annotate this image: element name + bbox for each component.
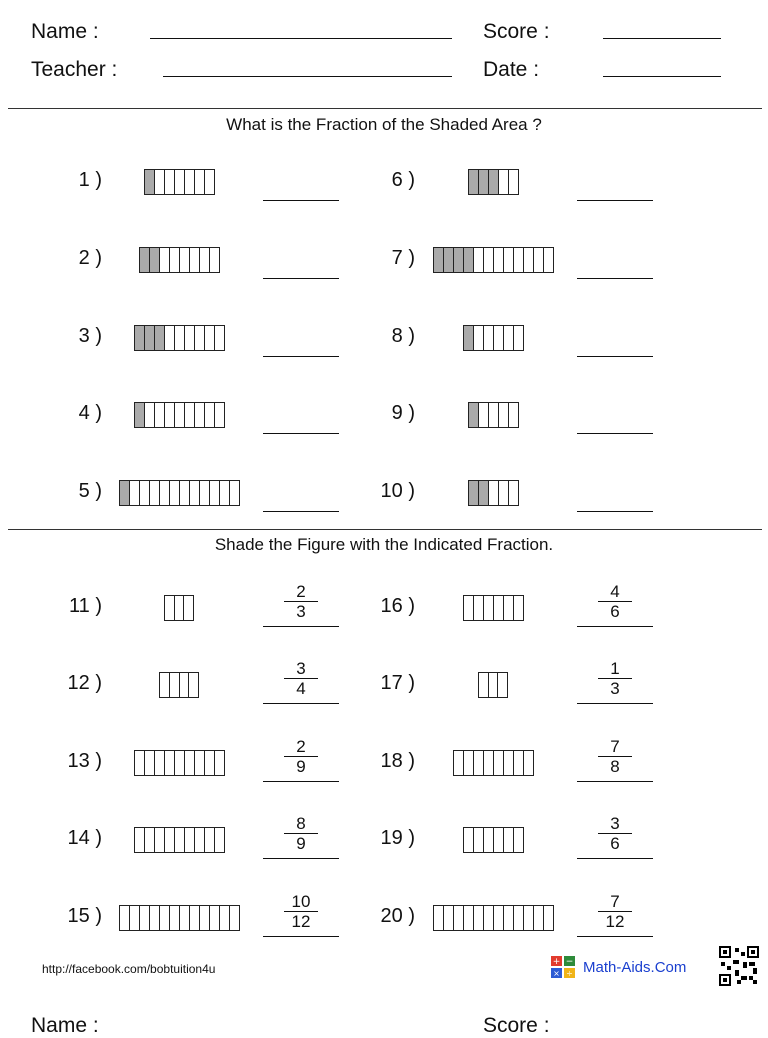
problem-number: 5 ) (78, 480, 102, 502)
fraction-cell[interactable] (474, 828, 484, 852)
fraction-denominator: 6 (610, 834, 620, 853)
problem-number: 7 ) (391, 247, 415, 269)
fraction-cell[interactable] (175, 326, 185, 350)
fraction-cell[interactable] (160, 481, 170, 505)
fraction-bar[interactable] (463, 325, 524, 351)
fraction-cell[interactable] (195, 828, 205, 852)
problem-number: 14 ) (67, 827, 102, 849)
fraction-bar[interactable] (134, 827, 225, 853)
fraction-cell[interactable] (504, 248, 514, 272)
fraction-cell[interactable] (185, 751, 195, 775)
shaded-cell[interactable] (464, 326, 474, 350)
answer-line (263, 858, 339, 859)
fraction-cell[interactable] (200, 248, 210, 272)
answer-blank[interactable] (263, 278, 339, 279)
fraction-cell[interactable] (130, 906, 140, 930)
problem-number: 20 ) (380, 905, 415, 927)
fraction-bar[interactable] (468, 402, 519, 428)
fraction-denominator: 12 (291, 912, 311, 931)
fraction-numerator: 8 (284, 814, 318, 834)
fraction-bar[interactable] (119, 480, 240, 506)
given-fraction (284, 737, 318, 776)
fraction-cell[interactable] (200, 481, 210, 505)
given-fraction (598, 659, 632, 698)
problem-number: 9 ) (391, 402, 415, 424)
fraction-cell[interactable] (454, 751, 464, 775)
fraction-cell[interactable] (494, 828, 504, 852)
fraction-denominator: 12 (605, 912, 625, 931)
fraction-cell[interactable] (165, 751, 175, 775)
given-fraction (598, 582, 632, 621)
svg-text:÷: ÷ (566, 969, 573, 978)
teacher-label: Teacher : (31, 58, 118, 81)
fraction-numerator: 2 (284, 582, 318, 602)
fraction-bar[interactable] (468, 480, 519, 506)
fraction-cell[interactable] (130, 481, 140, 505)
fraction-cell[interactable] (504, 906, 514, 930)
fraction-cell[interactable] (160, 248, 170, 272)
fraction-cell[interactable] (180, 481, 190, 505)
fraction-cell[interactable] (504, 751, 514, 775)
fraction-cell[interactable] (185, 326, 195, 350)
fraction-cell[interactable] (479, 673, 489, 697)
fraction-cell[interactable] (165, 596, 175, 620)
fraction-cell[interactable] (484, 751, 494, 775)
fraction-cell[interactable] (189, 673, 198, 697)
fraction-cell[interactable] (165, 326, 175, 350)
fraction-cell[interactable] (180, 248, 190, 272)
problem-number: 11 ) (69, 595, 102, 617)
fraction-cell[interactable] (230, 906, 239, 930)
fraction-cell[interactable] (489, 403, 499, 427)
section2-title: Shade the Figure with the Indicated Fraction. (214, 535, 554, 554)
problem-number: 3 ) (78, 325, 102, 347)
fraction-cell[interactable] (474, 751, 484, 775)
fraction-cell[interactable] (484, 906, 494, 930)
problem-number: 1 ) (78, 169, 102, 191)
fraction-cell[interactable] (175, 170, 185, 194)
fraction-cell[interactable] (135, 828, 145, 852)
fraction-bar[interactable] (433, 247, 554, 273)
fraction-cell[interactable] (160, 906, 170, 930)
footer-url[interactable]: http://facebook.com/bobtuition4u (42, 962, 216, 976)
fraction-cell[interactable] (170, 673, 180, 697)
shaded-cell[interactable] (120, 481, 130, 505)
fraction-cell[interactable] (464, 596, 474, 620)
fraction-cell[interactable] (210, 248, 219, 272)
fraction-numerator: 3 (284, 659, 318, 679)
given-fraction (284, 892, 318, 931)
fraction-cell[interactable] (175, 828, 185, 852)
shaded-cell[interactable] (479, 481, 489, 505)
fraction-bar[interactable] (433, 905, 554, 931)
fraction-bar[interactable] (134, 750, 225, 776)
fraction-cell[interactable] (210, 906, 220, 930)
fraction-cell[interactable] (145, 828, 155, 852)
fraction-cell[interactable] (509, 403, 518, 427)
fraction-numerator: 10 (284, 892, 318, 912)
fraction-cell[interactable] (195, 170, 205, 194)
answer-blank[interactable] (577, 200, 653, 201)
svg-text:−: − (565, 957, 574, 967)
answer-blank[interactable] (263, 433, 339, 434)
svg-text:×: × (553, 969, 560, 978)
fraction-cell[interactable] (185, 170, 195, 194)
given-fraction (284, 582, 318, 621)
shaded-cell[interactable] (145, 326, 155, 350)
fraction-cell[interactable] (524, 248, 534, 272)
given-fraction (284, 814, 318, 853)
fraction-cell[interactable] (155, 170, 165, 194)
fraction-cell[interactable] (514, 828, 523, 852)
answer-line (577, 703, 653, 704)
fraction-cell[interactable] (544, 906, 553, 930)
fraction-cell[interactable] (464, 751, 474, 775)
fraction-denominator: 3 (296, 602, 306, 621)
fraction-cell[interactable] (494, 326, 504, 350)
fraction-cell[interactable] (195, 326, 205, 350)
brand-link[interactable]: Math-Aids.Com (583, 959, 687, 976)
problem-number: 16 ) (380, 595, 415, 617)
fraction-cell[interactable] (514, 596, 523, 620)
fraction-cell[interactable] (534, 248, 544, 272)
fraction-cell[interactable] (215, 403, 224, 427)
given-fraction (284, 659, 318, 698)
fraction-cell[interactable] (484, 326, 494, 350)
fraction-bar[interactable] (478, 672, 508, 698)
fraction-cell[interactable] (160, 673, 170, 697)
fraction-cell[interactable] (184, 596, 193, 620)
fraction-cell[interactable] (514, 751, 524, 775)
problem-number: 19 ) (380, 827, 415, 849)
shaded-cell[interactable] (434, 248, 444, 272)
answer-blank[interactable] (577, 278, 653, 279)
problem-number: 8 ) (391, 325, 415, 347)
fraction-cell[interactable] (155, 403, 165, 427)
shaded-cell[interactable] (479, 170, 489, 194)
fraction-cell[interactable] (205, 403, 215, 427)
fraction-cell[interactable] (544, 248, 553, 272)
fraction-cell[interactable] (474, 248, 484, 272)
answer-blank[interactable] (577, 511, 653, 512)
shaded-cell[interactable] (444, 248, 454, 272)
fraction-cell[interactable] (215, 828, 224, 852)
fraction-cell[interactable] (145, 751, 155, 775)
fraction-denominator: 9 (296, 834, 306, 853)
fraction-cell[interactable] (195, 751, 205, 775)
fraction-cell[interactable] (484, 596, 494, 620)
shaded-cell[interactable] (469, 403, 479, 427)
fraction-numerator: 7 (598, 892, 632, 912)
fraction-cell[interactable] (494, 248, 504, 272)
problem-number: 18 ) (380, 750, 415, 772)
fraction-cell[interactable] (220, 906, 230, 930)
fraction-cell[interactable] (215, 326, 224, 350)
problem-number: 10 ) (380, 480, 415, 502)
fraction-bar[interactable] (463, 595, 524, 621)
answer-line (577, 626, 653, 627)
problem-number: 6 ) (391, 169, 415, 191)
fraction-cell[interactable] (135, 751, 145, 775)
fraction-cell[interactable] (215, 751, 224, 775)
math-aids-logo-icon (551, 956, 575, 978)
fraction-cell[interactable] (165, 170, 175, 194)
shaded-cell[interactable] (135, 403, 145, 427)
fraction-cell[interactable] (190, 481, 200, 505)
date-label: Date : (483, 58, 540, 81)
given-fraction (598, 737, 632, 776)
answer-blank[interactable] (577, 356, 653, 357)
fraction-cell[interactable] (504, 828, 514, 852)
fraction-cell[interactable] (205, 751, 215, 775)
fraction-bar[interactable] (139, 247, 220, 273)
shaded-cell[interactable] (150, 248, 160, 272)
fraction-numerator: 3 (598, 814, 632, 834)
fraction-cell[interactable] (180, 673, 190, 697)
fraction-cell[interactable] (210, 481, 220, 505)
fraction-bar[interactable] (134, 402, 225, 428)
fraction-bar[interactable] (164, 595, 194, 621)
answer-line (263, 626, 339, 627)
fraction-denominator: 6 (610, 602, 620, 621)
fraction-cell[interactable] (434, 906, 444, 930)
fraction-cell[interactable] (145, 403, 155, 427)
problem-number: 13 ) (67, 750, 102, 772)
fraction-cell[interactable] (180, 906, 190, 930)
date-line[interactable] (603, 76, 721, 77)
fraction-cell[interactable] (524, 751, 533, 775)
fraction-cell[interactable] (454, 906, 464, 930)
shaded-cell[interactable] (469, 481, 479, 505)
fraction-cell[interactable] (170, 481, 180, 505)
fraction-cell[interactable] (120, 906, 130, 930)
fraction-cell[interactable] (489, 481, 499, 505)
fraction-numerator: 2 (284, 737, 318, 757)
fraction-bar[interactable] (453, 750, 534, 776)
score-line[interactable] (603, 38, 721, 39)
fraction-bar[interactable] (463, 827, 524, 853)
answer-blank[interactable] (577, 433, 653, 434)
fraction-cell[interactable] (155, 751, 165, 775)
section-divider (8, 108, 762, 109)
fraction-bar[interactable] (144, 169, 215, 195)
fraction-cell[interactable] (494, 596, 504, 620)
fraction-denominator: 9 (296, 757, 306, 776)
fraction-cell[interactable] (200, 906, 210, 930)
fraction-cell[interactable] (175, 751, 185, 775)
name-label: Name : (31, 20, 99, 43)
answer-line (577, 781, 653, 782)
shaded-cell[interactable] (135, 326, 145, 350)
problem-number: 2 ) (78, 247, 102, 269)
fraction-denominator: 8 (610, 757, 620, 776)
answer-blank[interactable] (263, 511, 339, 512)
teacher-line[interactable] (163, 76, 452, 77)
svg-text:+: + (552, 957, 561, 967)
fraction-cell[interactable] (509, 481, 518, 505)
fraction-cell[interactable] (514, 248, 524, 272)
fraction-cell[interactable] (220, 481, 230, 505)
fraction-cell[interactable] (444, 906, 454, 930)
fraction-numerator: 7 (598, 737, 632, 757)
answer-blank[interactable] (263, 200, 339, 201)
fraction-cell[interactable] (494, 751, 504, 775)
given-fraction (598, 814, 632, 853)
fraction-denominator: 3 (610, 679, 620, 698)
fraction-cell[interactable] (484, 248, 494, 272)
problem-number: 15 ) (67, 905, 102, 927)
fraction-cell[interactable] (175, 596, 185, 620)
given-fraction (598, 892, 632, 931)
fraction-bar[interactable] (119, 905, 240, 931)
section1-title: What is the Fraction of the Shaded Area ? (226, 115, 542, 134)
fraction-cell[interactable] (498, 673, 507, 697)
fraction-cell[interactable] (499, 481, 509, 505)
answer-line (577, 936, 653, 937)
fraction-cell[interactable] (170, 248, 180, 272)
fraction-cell[interactable] (504, 596, 514, 620)
fraction-cell[interactable] (484, 828, 494, 852)
fraction-cell[interactable] (514, 326, 523, 350)
fraction-cell[interactable] (185, 828, 195, 852)
fraction-numerator: 1 (598, 659, 632, 679)
fraction-cell[interactable] (205, 170, 214, 194)
fraction-cell[interactable] (474, 326, 484, 350)
shaded-cell[interactable] (489, 170, 499, 194)
shaded-cell[interactable] (464, 248, 474, 272)
problem-number: 12 ) (67, 672, 102, 694)
next-score-label: Score : (483, 1014, 550, 1037)
answer-blank[interactable] (263, 356, 339, 357)
answer-line (577, 858, 653, 859)
shaded-cell[interactable] (140, 248, 150, 272)
fraction-cell[interactable] (140, 481, 150, 505)
fraction-cell[interactable] (205, 828, 215, 852)
problem-number: 4 ) (78, 402, 102, 424)
answer-line (263, 781, 339, 782)
fraction-cell[interactable] (150, 906, 160, 930)
fraction-cell[interactable] (524, 906, 534, 930)
fraction-cell[interactable] (479, 403, 489, 427)
fraction-cell[interactable] (489, 673, 499, 697)
fraction-cell[interactable] (230, 481, 239, 505)
fraction-cell[interactable] (150, 481, 160, 505)
fraction-cell[interactable] (140, 906, 150, 930)
shaded-cell[interactable] (469, 170, 479, 194)
fraction-cell[interactable] (195, 403, 205, 427)
qr-code-icon (719, 946, 759, 986)
answer-line (263, 703, 339, 704)
fraction-cell[interactable] (499, 170, 509, 194)
section-divider (8, 529, 762, 530)
fraction-cell[interactable] (190, 248, 200, 272)
fraction-cell[interactable] (534, 906, 544, 930)
shaded-cell[interactable] (454, 248, 464, 272)
fraction-cell[interactable] (185, 403, 195, 427)
fraction-cell[interactable] (205, 326, 215, 350)
fraction-cell[interactable] (514, 906, 524, 930)
fraction-cell[interactable] (509, 170, 518, 194)
problem-number: 17 ) (380, 672, 415, 694)
fraction-cell[interactable] (474, 906, 484, 930)
fraction-cell[interactable] (155, 828, 165, 852)
fraction-cell[interactable] (165, 403, 175, 427)
fraction-cell[interactable] (190, 906, 200, 930)
fraction-cell[interactable] (175, 403, 185, 427)
fraction-bar[interactable] (159, 672, 199, 698)
fraction-numerator: 4 (598, 582, 632, 602)
score-label: Score : (483, 20, 550, 43)
fraction-cell[interactable] (464, 906, 474, 930)
fraction-cell[interactable] (464, 828, 474, 852)
name-line[interactable] (150, 38, 452, 39)
fraction-cell[interactable] (494, 906, 504, 930)
fraction-cell[interactable] (474, 596, 484, 620)
shaded-cell[interactable] (145, 170, 155, 194)
fraction-denominator: 4 (296, 679, 306, 698)
fraction-cell[interactable] (165, 828, 175, 852)
answer-line (263, 936, 339, 937)
fraction-cell[interactable] (170, 906, 180, 930)
fraction-cell[interactable] (504, 326, 514, 350)
fraction-bar[interactable] (134, 325, 225, 351)
next-name-label: Name : (31, 1014, 99, 1037)
fraction-bar[interactable] (468, 169, 519, 195)
fraction-cell[interactable] (499, 403, 509, 427)
shaded-cell[interactable] (155, 326, 165, 350)
